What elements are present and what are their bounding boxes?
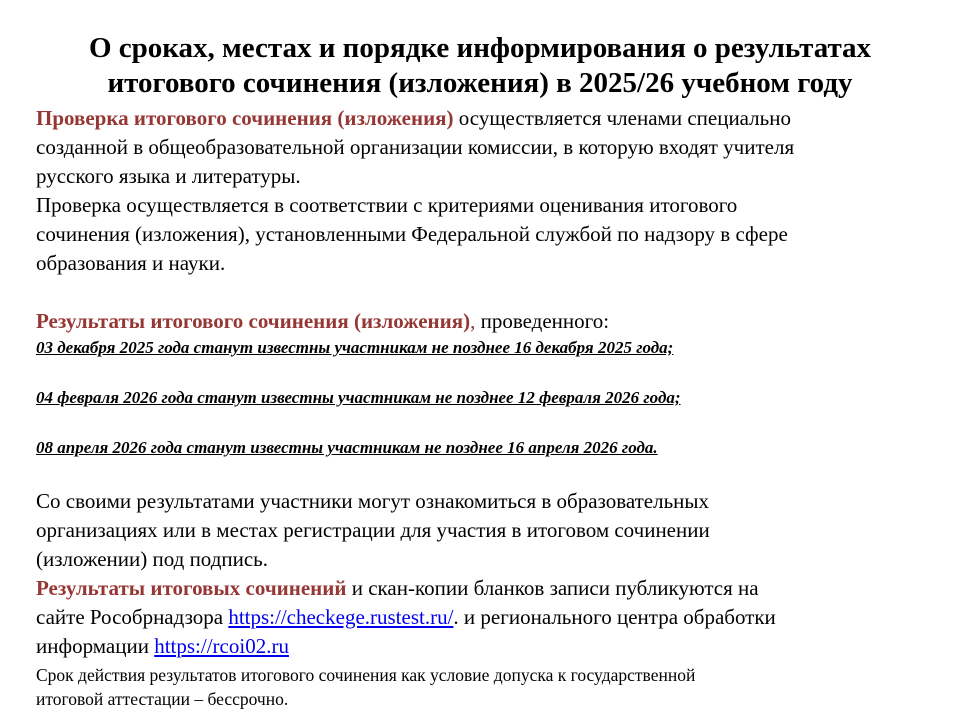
publication-text-2: сайте Рособрнадзора	[36, 605, 229, 629]
publication-text-4: информации	[36, 634, 155, 658]
validity-text-1: Срок действия результатов итогового сочинения как условие допуска к государственной	[36, 665, 696, 685]
publication-text-1: и скан-копии бланков записи публикуются на	[346, 576, 759, 600]
verification-highlight: Проверка итогового сочинения (изложения)	[36, 106, 454, 130]
criteria-text-2: сочинения (изложения), установленными Федеральной службой по надзору в сфере	[36, 222, 788, 246]
title-line-1: О сроках, местах и порядке информирования о результатах	[88, 32, 872, 64]
rcoi-link[interactable]: https://rcoi02.ru	[154, 634, 289, 658]
validity-text-2: итоговой аттестации – бессрочно.	[36, 689, 289, 709]
paragraph-results-dates	[36, 307, 936, 460]
familiarization-text-2: организациях или в местах регистрации для участия в итоговом сочинении	[36, 518, 710, 542]
criteria-text-3: образования и науки.	[36, 251, 226, 275]
paragraph-verification	[36, 104, 936, 191]
results-text: проведенного:	[475, 309, 610, 333]
paragraph-criteria	[36, 191, 936, 278]
results-highlight: Результаты итогового сочинения (изложения)	[36, 309, 471, 333]
criteria-text-1: Проверка осуществляется в соответствии с критериями оценивания итогового	[36, 193, 738, 217]
familiarization-text-3: (изложении) под подпись.	[36, 547, 269, 571]
slide-body	[36, 104, 936, 711]
publication-text-3: . и регионального центра обработки	[453, 605, 776, 629]
results-date-february: 04 февраля 2026 года станут известны участникам не позднее 12 февраля 2026 года;	[36, 388, 681, 407]
checkege-link[interactable]: https://checkege.rustest.ru/	[228, 605, 454, 629]
verification-text-1: осуществляется членами специально	[453, 106, 791, 130]
paragraph-publication	[36, 574, 936, 661]
results-comma: ,	[470, 309, 476, 333]
results-date-april: 08 апреля 2026 года станут известны участникам не позднее 16 апреля 2026 года.	[36, 438, 658, 457]
paragraph-familiarization	[36, 487, 936, 574]
verification-text-2: созданной в общеобразовательной организации комиссии, в которую входят учителя	[36, 135, 795, 159]
page-title	[20, 31, 940, 101]
verification-text-3: русского языка и литературы.	[36, 164, 301, 188]
results-date-december: 03 декабря 2025 года станут известны участникам не позднее 16 декабря 2025 года;	[36, 338, 674, 357]
publication-highlight: Результаты итоговых сочинений	[36, 576, 347, 600]
familiarization-text-1: Со своими результатами участники могут ознакомиться в образовательных	[36, 489, 710, 513]
paragraph-validity	[36, 663, 936, 711]
title-line-2: итогового сочинения (изложения) в 2025/26 учебном году	[107, 67, 853, 99]
